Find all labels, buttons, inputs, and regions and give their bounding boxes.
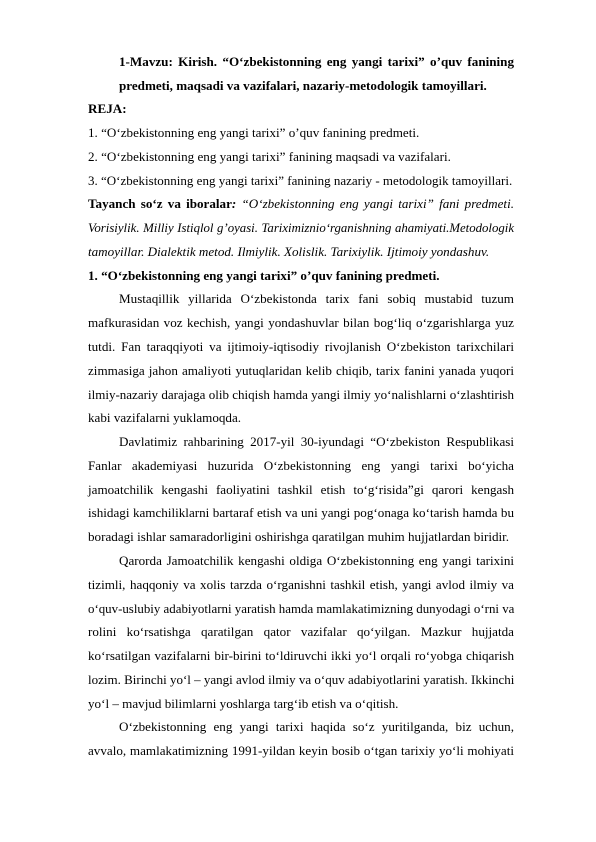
keywords-text-1: “O‘zbekistonning eng yangi tarixi” fani predmeti. xyxy=(236,196,514,211)
paragraph-2-line: jamoatchilik kengashi faoliyatini tashkil etish to‘g‘risida”gi qarori kengash xyxy=(88,482,514,497)
paragraph-3-line: tizimli, haqqoniy va xolis tarzda o‘rganishni tashkil etish, yangi avlod ilmiy va xyxy=(88,577,514,592)
paragraph-4-line: O‘zbekistonning eng yangi tarixi haqida so‘z yuritilganda, biz uchun, xyxy=(119,719,514,734)
section-1-heading: 1. “O‘zbekistonning eng yangi tarixi” o’quv fanining predmeti. xyxy=(88,268,440,283)
keywords-line-2: Vorisiylik. Milliy Istiqlol g’oyasi. Tariximizniо‘rganishning ahamiyati.Metodologik xyxy=(88,221,514,235)
plan-item-2: 2. “O‘zbekistonning eng yangi tarixi” fanining maqsadi va vazifalari. xyxy=(88,149,451,164)
paragraph-2-line: boradagi ishlar samaradorligini oshirishga qaratilgan muhim hujjatlardan biridir. xyxy=(88,529,510,544)
paragraph-3-line: Qarorda Jamoatchilik kengashi oldiga O‘zbekistonning eng yangi tarixini xyxy=(119,553,514,568)
paragraph-4-line: avvalo, mamlakatimizning 1991-yildan keyin bosib o‘tgan tarixiy yo‘li mohiyati xyxy=(88,743,514,758)
paragraph-1-line: Mustaqillik yillarida O‘zbekistonda tarix fani sobiq mustabid tuzum xyxy=(119,291,514,306)
keywords-label: Tayanch so‘z va iboralar xyxy=(88,196,232,211)
paragraph-2-line: Davlatimiz rahbarining 2017-yil 30-iyundagi “O‘zbekiston Respublikasi xyxy=(119,434,514,449)
paragraph-1-line: mafkurasidan voz kechish, yangi yondashuvlar bilan bog‘liq o‘zgarishlarga yuz xyxy=(88,315,514,330)
plan-item-3: 3. “O‘zbekistonning eng yangi tarixi” fanining nazariy - metodologik tamoyillari. xyxy=(88,173,513,188)
document-title-line-2: predmeti, maqsadi va vazifalari, nazariy-metodologik tamoyillari. xyxy=(119,78,487,93)
paragraph-1-line: zimmasiga jahon amaliyoti yutuqlaridan kelib chiqib, tarix fanini yanada yuqori xyxy=(88,363,514,378)
paragraph-3-line: rolini ko‘rsatishga qaratilgan qator vazifalar qo‘yilgan. Mazkur hujjatda xyxy=(88,624,514,639)
paragraph-2-line: ishidagi kamchiliklarni bartaraf etish va uni yangi pog‘onaga ko‘tarish hamda bu xyxy=(88,505,514,520)
paragraph-3-line: o‘quv-uslubiy adabiyotlarni yaratish hamda mamlakatimizning dunyodagi o‘rni va xyxy=(88,602,515,616)
paragraph-3-line: ko‘rsatilgan vazifalarni bir-birini to‘ldiruvchi ikki yo‘l orqali ro‘yobga chiqarish xyxy=(88,648,514,663)
keywords-colon: : xyxy=(231,196,237,211)
plan-item-1: 1. “O‘zbekistonning eng yangi tarixi” o’quv fanining predmeti. xyxy=(88,125,420,140)
paragraph-1-line: ilmiy-nazariy darajaga olib chiqish hamda yangi ilmiy yo‘nalishlarni o‘zlashtirish xyxy=(88,387,514,402)
keywords-line-3: tamoyillar. Dialektik metod. Ilmiylik. Xolislik. Tarixiylik. Ijtimoiy yondashuv. xyxy=(88,244,490,259)
paragraph-3-line: yo‘l – mavjud bilimlarni yoshlarga targ‘ib etish va o‘qitish. xyxy=(88,696,399,711)
keywords-line-1 xyxy=(88,194,514,214)
paragraph-3-line: lozim. Birinchi yo‘l – yangi avlod ilmiy va o‘quv adabiyotlarini yaratish. Ikkinchi xyxy=(88,672,515,687)
paragraph-1-line: tutdi. Fan taraqqiyoti va ijtimoiy-iqtisodiy rivojlanish O‘zbekiston tarixchilari xyxy=(88,339,514,354)
document-title-line-1: 1-Mavzu: Kirish. “O‘zbekistonning eng yangi tarixi” o’quv fanining xyxy=(119,54,514,69)
paragraph-2-line: Fanlar akademiyasi huzurida O‘zbekistonning eng yangi tarixi bo‘yicha xyxy=(88,458,514,473)
paragraph-1-line: kabi vazifalarni yuklamoqda. xyxy=(88,410,242,425)
plan-heading: REJA: xyxy=(88,101,127,116)
